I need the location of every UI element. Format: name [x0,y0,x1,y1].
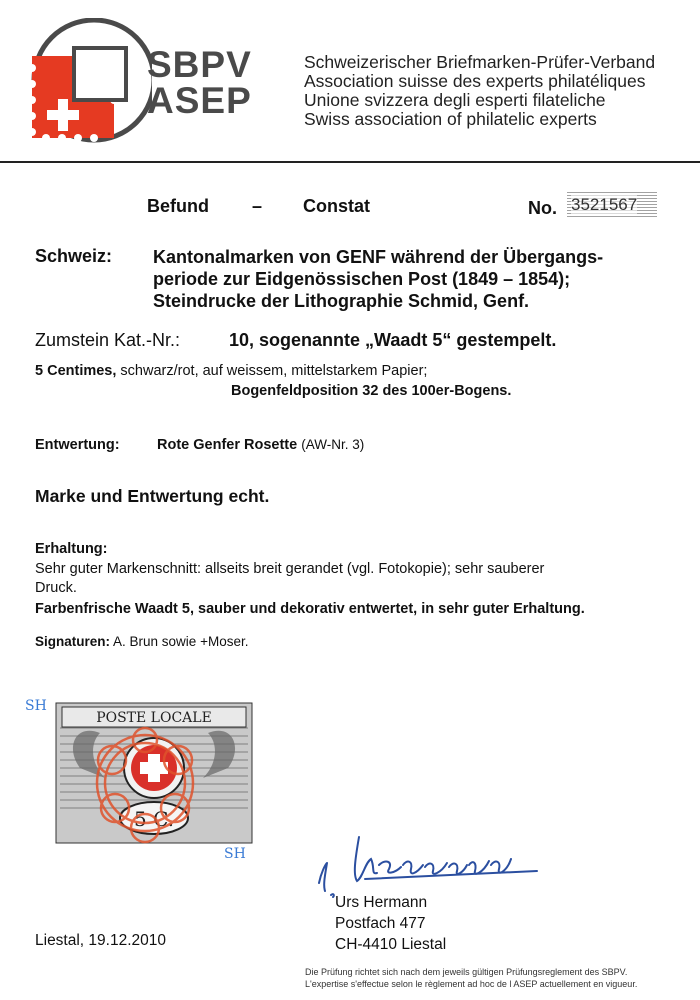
sheet-position: Bogenfeldposition 32 des 100er-Bogens. [231,383,512,399]
title-constat: Constat [303,196,370,216]
brand-line-asep: ASEP [147,80,252,121]
footnote-de: Die Prüfung richtet sich nach dem jeweils gültigen Prüfungsreglement des SBPV. [305,967,628,977]
cancel-value: Rote Genfer Rosette [157,437,298,453]
country-label: Schweiz: [35,246,113,266]
catalog-label: Zumstein Kat.-Nr.: [35,330,181,350]
title-befund: Befund [147,196,209,216]
cancel-reference: (AW-Nr. 3) [301,437,365,452]
denomination: 5 Centimes, [35,363,117,379]
certificate-number-value: 3521567 [571,195,638,214]
stamp-value-text: 5 C. [133,807,175,831]
place-and-date: Liestal, 19.12.2010 [35,932,166,949]
header-divider [0,161,700,163]
association-de: Schweizerischer Briefmarken-Prüfer-Verband [304,52,656,72]
signatures-value: A. Brun sowie +Moser. [113,634,249,649]
country-line-3: Steindrucke der Lithographie Schmid, Genf. [153,291,530,311]
cancel-label: Entwertung: [35,437,120,453]
sbpv-logo-icon [22,18,152,158]
catalog-value: 10, sogenannte „Waadt 5“ gestempelt. [229,330,557,350]
stamp-photo [20,688,270,868]
signatures-label: Signaturen: [35,634,111,649]
certificate-number-label: No. [528,198,557,218]
signer-city: CH-4410 Liestal [335,936,447,953]
certificate-number [567,190,657,218]
association-names [304,53,655,129]
cancel-description [157,437,364,453]
association-fr: Association suisse des experts philatéliques [304,71,646,91]
condition-summary: Farbenfrische Waadt 5, sauber und dekorativ entwertet, in sehr guter Erhaltung. [35,601,585,617]
genuine-statement: Marke und Entwertung echt. [35,486,270,506]
stamp-description [35,363,427,379]
association-it: Unione svizzera degli esperti filateliche [304,90,606,110]
signatures-line [35,634,248,649]
condition-label: Erhaltung: [35,541,108,557]
signer-street: Postfach 477 [335,915,426,932]
footnote-fr: L'expertise s'effectue selon le règlement ad hoc de l ASEP actuellement en vigueur. [305,979,638,989]
footnote [305,966,637,990]
title-dash: – [252,196,263,216]
expert-mark-bottom: SH [224,846,246,862]
brand-wordmark [147,44,252,121]
stamp-top-text: POSTE LOCALE [96,710,212,726]
expert-mark-top: SH [25,698,47,714]
country-description [153,246,603,312]
association-en: Swiss association of philatelic experts [304,109,597,129]
signer-address [335,892,446,955]
brand-line-sbpv: SBPV [147,44,252,85]
condition-line-2: Druck. [35,580,77,596]
country-line-2: periode zur Eidgenössischen Post (1849 – 1854); [153,269,571,289]
stamp-paper: schwarz/rot, auf weissem, mittelstarkem Papier; [116,363,428,379]
country-line-1: Kantonalmarken von GENF während der Übergangs- [153,247,604,267]
signer-name: Urs Hermann [335,894,428,911]
condition-line-1: Sehr guter Markenschnitt: allseits breit gerandet (vgl. Fotokopie); sehr sauberer [35,561,545,577]
